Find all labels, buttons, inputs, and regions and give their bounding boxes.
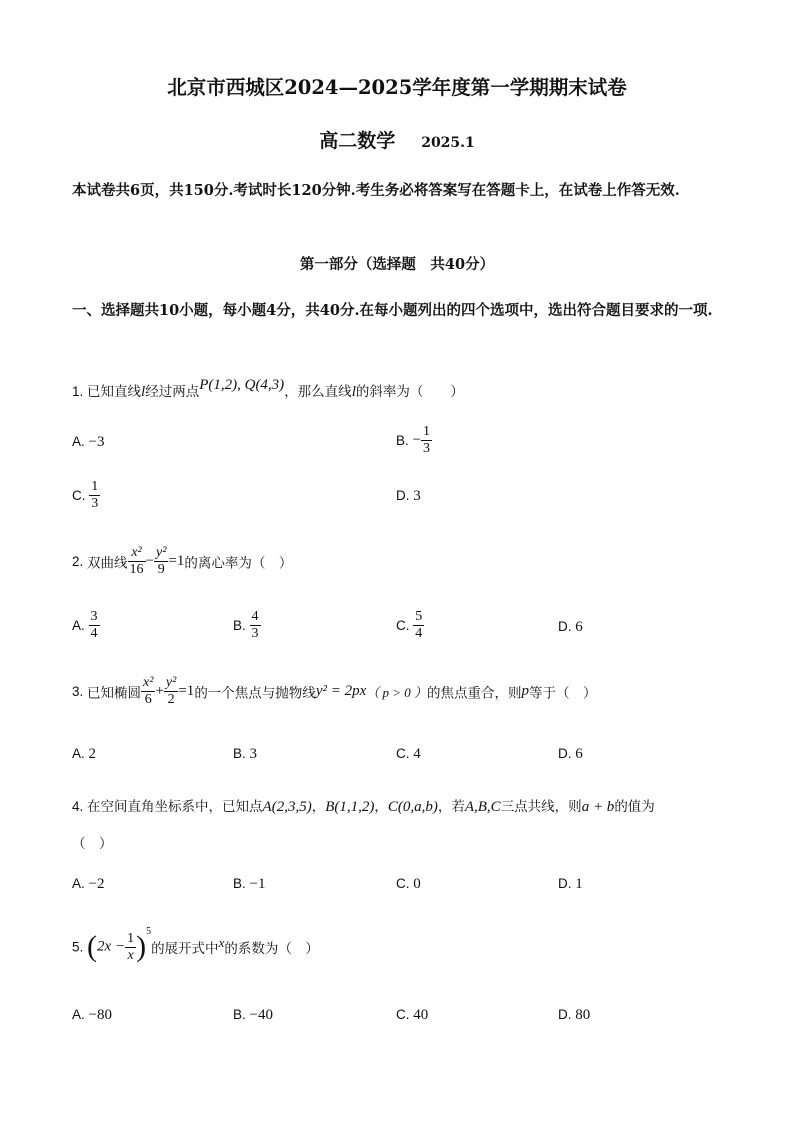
fraction <box>141 675 155 708</box>
q2-option-c[interactable] <box>396 609 424 642</box>
q3-text: 已知椭圆 <box>87 685 142 701</box>
question-number: 3. <box>72 684 84 699</box>
q2-text2: 的离心率为（ ） <box>184 555 293 571</box>
numerator: 1 <box>91 479 99 494</box>
q2-option-a[interactable] <box>72 609 100 642</box>
option-label: A. <box>72 618 85 633</box>
q5-option-c[interactable] <box>396 1007 428 1024</box>
q3-option-d[interactable] <box>558 746 583 763</box>
q1-points: P(1,2), Q(4,3) <box>199 377 285 393</box>
numerator: 4 <box>251 609 259 624</box>
q3-text3: 的焦点重合，则 <box>427 685 522 701</box>
minus-sign: − <box>145 553 154 569</box>
q4-option-b[interactable] <box>233 876 266 893</box>
denominator: 16 <box>129 562 144 577</box>
option-label: A. <box>72 434 85 449</box>
q5-text2: 的系数为（ ） <box>224 941 319 956</box>
option-value: 6 <box>575 746 583 762</box>
q4-text4: 的值为 <box>614 799 655 814</box>
fraction <box>89 479 100 512</box>
part-title: 第一部分（选择题 共40分） <box>299 256 495 273</box>
option-label: A. <box>72 876 85 891</box>
q4-option-d[interactable] <box>558 876 583 893</box>
option-label: C. <box>396 618 410 633</box>
denominator: 2 <box>167 692 175 707</box>
option-value: −80 <box>88 1007 112 1023</box>
q4-text: 在空间直角坐标系中，已知点 <box>87 799 263 814</box>
separator: ， <box>374 799 388 814</box>
point-a: A(2,3,5) <box>262 799 312 815</box>
question-number: 5. <box>72 939 84 955</box>
question-1 <box>72 377 464 401</box>
q1-option-b[interactable] <box>396 424 432 457</box>
option-value: 2 <box>88 746 97 762</box>
q1-option-c[interactable] <box>72 479 100 512</box>
equals: =1 <box>168 553 185 569</box>
subject: 高二数学 <box>319 130 396 152</box>
fraction <box>413 609 424 642</box>
q5-var-x: x <box>218 935 225 950</box>
exam-title: 北京市西城区2024—2025学年度第一学期期末试卷 <box>167 76 627 99</box>
option-value: −2 <box>88 876 105 892</box>
q1-option-a[interactable] <box>72 434 105 451</box>
q4-option-c[interactable] <box>396 876 421 893</box>
numerator: y² <box>156 545 167 560</box>
separator: ， <box>311 799 326 814</box>
q2-option-b[interactable] <box>233 609 261 642</box>
option-label: D. <box>558 746 572 761</box>
fraction <box>128 545 146 578</box>
parabola-equation: y² = 2px <box>315 683 367 699</box>
question-5 <box>72 926 319 964</box>
numerator: 1 <box>423 424 430 439</box>
q3-var-p: p <box>521 683 530 699</box>
fraction <box>154 545 168 578</box>
q1-text: 已知直线 <box>87 384 142 399</box>
option-value: 3 <box>413 488 421 504</box>
q4-option-a[interactable] <box>72 876 105 893</box>
option-label: B. <box>233 618 246 633</box>
q3-option-a[interactable] <box>72 746 96 763</box>
q5-option-b[interactable] <box>233 1007 273 1024</box>
numerator: x² <box>128 545 146 562</box>
numerator: 3 <box>90 609 98 624</box>
minus-sign: − <box>412 432 421 448</box>
denominator: 6 <box>144 692 152 707</box>
question-4 <box>72 795 655 816</box>
option-label: B. <box>233 746 246 761</box>
q3-option-c[interactable] <box>396 746 421 763</box>
numerator: x² <box>143 675 154 690</box>
denominator: 3 <box>423 441 430 456</box>
q5-option-a[interactable] <box>72 1007 112 1024</box>
option-label: C. <box>396 746 410 761</box>
q5-option-d[interactable] <box>558 1007 590 1024</box>
section-title: 一、选择题共10小题，每小题4分，共40分.在每小题列出的四个选项中，选出符合题目要求的一项. <box>72 302 713 319</box>
fraction <box>250 609 261 642</box>
option-value: −1 <box>249 876 266 892</box>
q4-text3: 三点共线，则 <box>500 799 582 814</box>
points-abc: A,B,C <box>464 799 501 815</box>
denominator: 3 <box>251 626 259 641</box>
question-3 <box>72 675 597 708</box>
option-value: 6 <box>575 619 583 635</box>
exam-date: 2025.1 <box>421 135 475 151</box>
q3-text2: 的一个焦点与抛物线 <box>194 685 316 701</box>
option-value: 4 <box>413 746 421 762</box>
exam-subtitle <box>0 126 794 153</box>
denominator: 9 <box>157 562 165 577</box>
q1-text4: 的斜率为（ ） <box>355 384 464 399</box>
option-label: B. <box>396 433 409 448</box>
option-label: B. <box>233 876 246 891</box>
equals: =1 <box>178 683 195 699</box>
numerator: 1 <box>127 930 135 946</box>
question-number: 4. <box>72 799 84 814</box>
q4-answer-bracket: （ ） <box>72 836 113 851</box>
numerator: y² <box>165 675 177 690</box>
option-value: −3 <box>88 434 105 450</box>
condition: （ p > 0 ） <box>366 685 428 700</box>
expression: 2x − <box>97 938 126 955</box>
q1-text3: ，那么直线 <box>284 384 352 399</box>
question-2 <box>72 545 292 578</box>
question-number: 2. <box>72 554 84 569</box>
q2-text: 双曲线 <box>87 555 128 571</box>
option-label: C. <box>396 876 410 891</box>
option-label: A. <box>72 746 85 761</box>
option-label: A. <box>72 1007 85 1022</box>
exponent: 5 <box>146 926 152 937</box>
plus-sign: + <box>155 683 164 699</box>
option-label: D. <box>558 1007 572 1022</box>
question-number: 1. <box>72 384 84 399</box>
q1-var-l2: l <box>351 384 356 400</box>
option-value: 0 <box>413 876 421 892</box>
fraction <box>125 931 136 964</box>
option-value: 80 <box>575 1007 591 1023</box>
q3-option-b[interactable] <box>233 746 257 763</box>
numerator: 5 <box>415 609 423 624</box>
option-label: D. <box>558 619 572 634</box>
option-label: B. <box>233 1007 246 1022</box>
exam-instructions: 本试卷共6页，共150分.考试时长120分钟.考生务必将答案写在答题卡上，在试卷上作答无效. <box>72 182 680 199</box>
q1-option-d[interactable] <box>396 488 421 505</box>
q1-text2: 经过两点 <box>145 384 200 399</box>
denominator: x <box>127 947 134 963</box>
q2-option-d[interactable] <box>558 619 583 636</box>
q3-text4: 等于（ ） <box>529 685 597 701</box>
fraction <box>164 675 178 708</box>
option-label: D. <box>558 876 572 891</box>
q1-var-l: l <box>141 384 146 400</box>
right-paren: ) <box>136 930 147 963</box>
denominator: 4 <box>415 626 423 641</box>
denominator: 4 <box>90 626 98 641</box>
left-paren: ( <box>87 930 98 963</box>
option-label: D. <box>396 488 410 503</box>
fraction <box>421 424 432 457</box>
option-label: C. <box>72 488 86 503</box>
option-value: 3 <box>249 746 258 762</box>
denominator: 3 <box>91 496 99 511</box>
sum-a-b: a + b <box>581 799 615 815</box>
point-c: C(0,a,b) <box>387 799 438 815</box>
option-value: 40 <box>413 1007 429 1023</box>
option-label: C. <box>396 1007 410 1022</box>
option-value: 1 <box>575 876 583 892</box>
fraction <box>89 609 100 642</box>
point-b: B(1,1,2) <box>325 799 375 815</box>
q5-text: 的展开式中 <box>151 941 219 956</box>
option-value: −40 <box>249 1007 273 1023</box>
q4-text2: ，若 <box>437 799 465 814</box>
